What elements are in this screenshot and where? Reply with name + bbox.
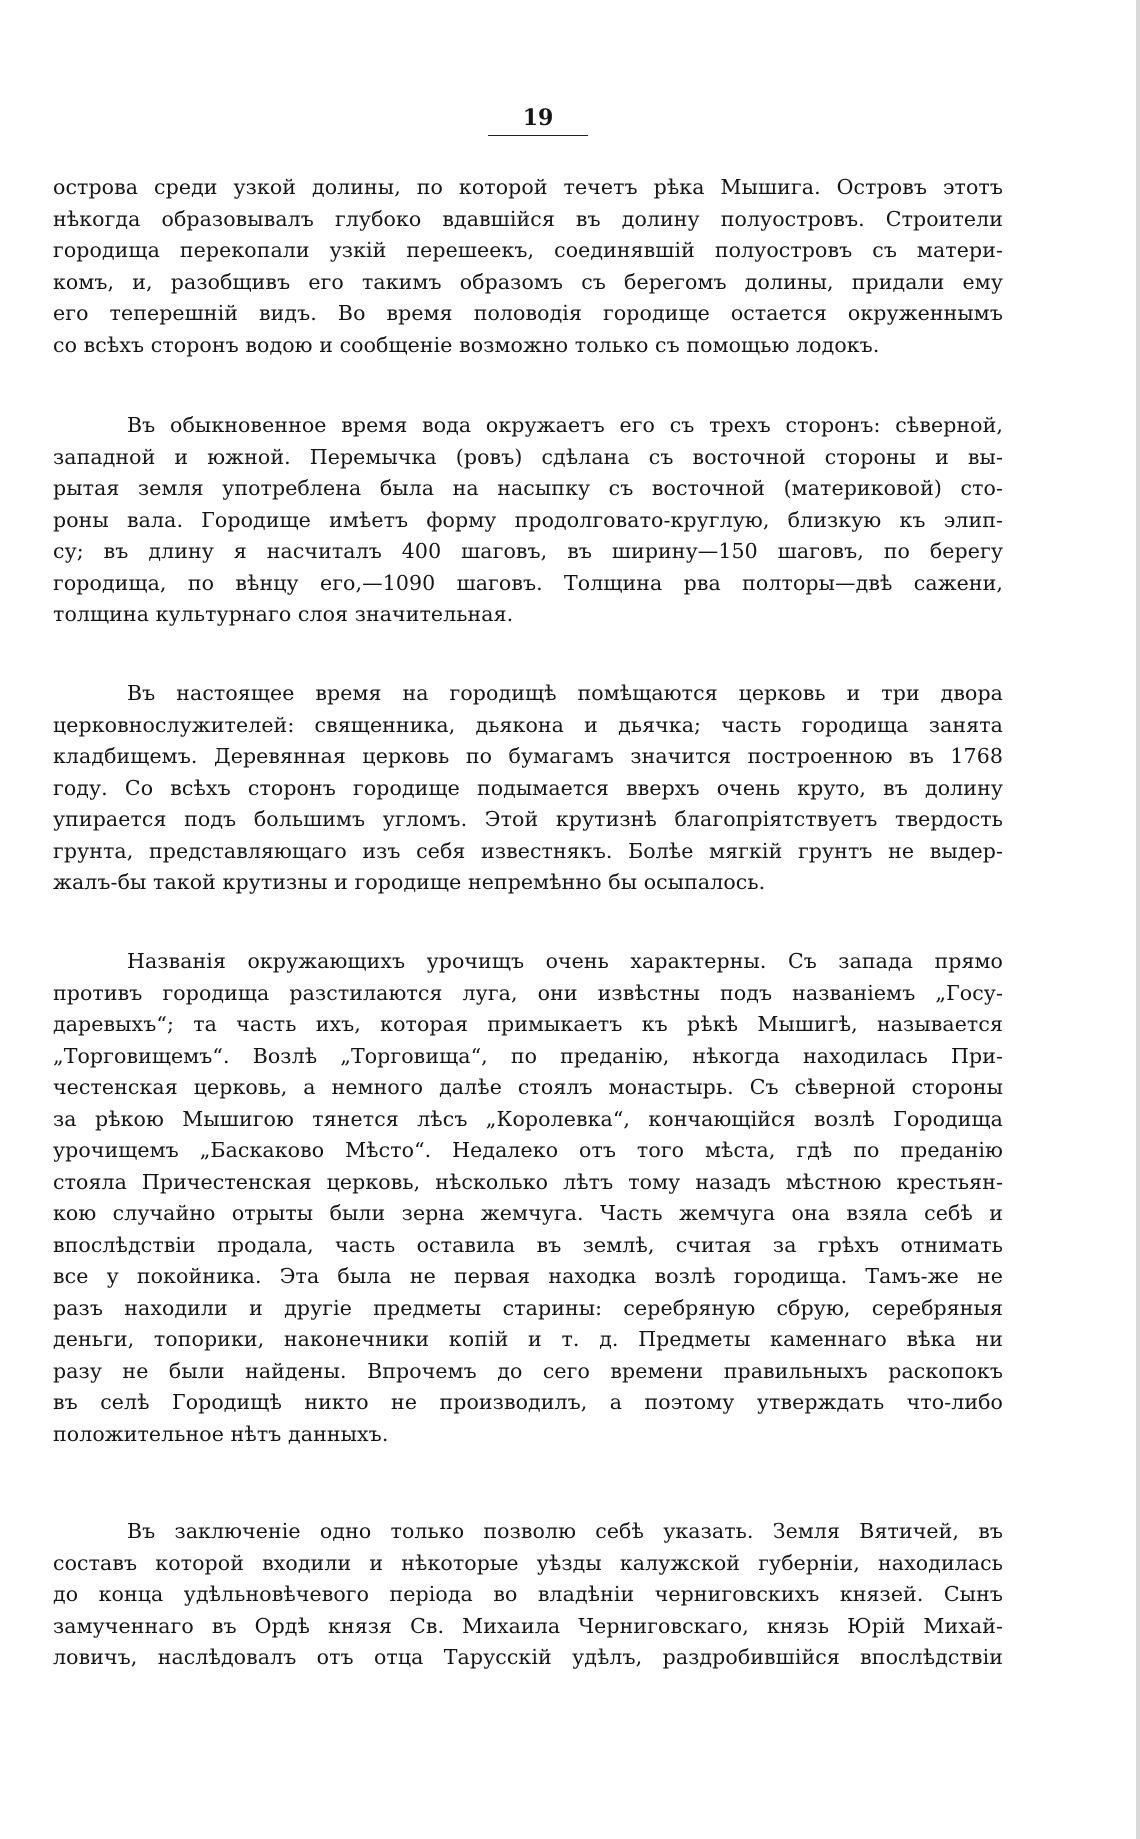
text-line: комъ, и, разобщивъ его такимъ образомъ съ берегомъ долины, придали ему [53, 269, 1003, 294]
text-line: урочищемъ „Баскаково Мѣсто“. Недалеко отъ того мѣста, гдѣ по преданiю [53, 1138, 1003, 1162]
text-line: жалъ-бы такой крутизны и городище непремѣнно бы осыпалось. [53, 870, 766, 894]
text-line: его теперешнiй видъ. Во время половодiя городище остается окруженнымъ [53, 301, 1003, 325]
text-line: грунта, представляющаго изъ себя известнякъ. Болѣе мягкiй грунтъ не выдер- [53, 838, 1003, 863]
text-line: нѣкогда образовывалъ глубоко вдавшiйся въ долину полуостровъ. Строители [53, 206, 1003, 231]
text-line: Названiя окружающихъ урочищъ очень характерны. Съ запада прямо [127, 949, 1003, 973]
text-line: составъ которой входили и нѣкоторые уѣзды калужской губернiи, находилась [53, 1550, 1003, 1575]
text-line: впослѣдствiи продала, часть оставила въ землѣ, считая за грѣхъ отнимать [53, 1232, 1003, 1257]
paragraph-3 [53, 678, 1003, 899]
text-line: противъ городища разстилаются луга, они извѣстны подъ названiемъ „Госу- [53, 980, 1003, 1005]
text-line: разу не были найдены. Впрочемъ до сего времени правильныхъ раскопокъ [53, 1358, 1003, 1383]
text-line: разъ находили и другiе предметы старины: серебряную сбрую, серебряныя [53, 1295, 1003, 1320]
text-line: западной и южной. Перемычка (ровъ) сдѣлана съ восточной стороны и вы- [53, 444, 1003, 469]
text-line: все у покойника. Эта была не первая находка возлѣ городища. Тамъ-же не [53, 1264, 1003, 1288]
text-line: кладбищемъ. Деревянная церковь по бумагамъ значится построенною въ 1768 [53, 744, 1003, 768]
text-line: толщина культурнаго слоя значительная. [53, 602, 514, 626]
paragraph-4 [53, 946, 1003, 1450]
text-line: острова среди узкой долины, по которой течетъ рѣка Мышига. Островъ этотъ [53, 175, 1003, 199]
text-line: со всѣхъ сторонъ водою и сообщенiе возможно только съ помощью лодокъ. [53, 332, 880, 357]
text-line: замученнаго въ Ордѣ князя Св. Михаила Черниговскаго, князь Юрiй Михай- [53, 1613, 1003, 1638]
text-line: въ селѣ Городищѣ никто не производилъ, а поэтому утверждать что-либо [53, 1390, 1003, 1414]
page-number-rule [488, 135, 588, 136]
text-line: даревыхъ“; та часть ихъ, которая примыкаетъ къ рѣкѣ Мышигѣ, называется [53, 1012, 1003, 1036]
text-line: городища перекопали узкiй перешеекъ, соединявшiй полуостровъ съ матери- [53, 238, 1003, 262]
text-line: упирается подъ большимъ угломъ. Этой крутизнѣ благопрiятствуетъ твердость [53, 807, 1003, 831]
text-line: церковнослужителей: священника, дьякона и дьячка; часть городища занята [53, 712, 1003, 737]
paragraph-2 [53, 410, 1003, 631]
text-line: кою случайно отрыты были зерна жемчуга. Часть жемчуга она взяла себѣ и [53, 1201, 1003, 1225]
text-line: положительное нѣтъ данныхъ. [53, 1421, 389, 1446]
text-line: „Торговищемъ“. Возлѣ „Торговища“, по преданiю, нѣкогда находилась При- [53, 1043, 1003, 1068]
text-line: роны вала. Городище имѣетъ форму продолговато-круглую, близкую къ элип- [53, 507, 1003, 532]
paragraph-1 [53, 172, 1003, 361]
text-line: су; въ длину я насчиталъ 400 шаговъ, въ ширину—150 шаговъ, по берегу [53, 539, 1003, 563]
text-line: году. Со всѣхъ сторонъ городище подымается вверхъ очень круто, въ долину [53, 775, 1003, 800]
text-line: Въ обыкновенное время вода окружаетъ его съ трехъ сторонъ: сѣверной, [127, 413, 1003, 437]
text-line: стояла Причестенская церковь, нѣсколько лѣтъ тому назадъ мѣстною крестьян- [53, 1169, 1003, 1194]
page-number: 19 [522, 105, 554, 131]
scan-edge [1136, 0, 1140, 1839]
text-line: городища, по вѣнцу его,—1090 шаговъ. Толщина рва полторы—двѣ сажени, [53, 570, 1003, 595]
text-line: до конца удѣльновѣчевого перiода во владѣнiи черниговскихъ князей. Сынъ [53, 1582, 1003, 1606]
text-line: рытая земля употреблена была на насыпку съ восточной (материковой) сто- [53, 476, 1003, 500]
paragraph-5 [53, 1516, 1003, 1674]
text-line: Въ заключенiе одно только позволю себѣ указать. Земля Вятичей, въ [127, 1519, 1003, 1543]
text-line: деньги, топорики, наконечники копiй и т. д. Предметы каменнаго вѣка ни [53, 1327, 1003, 1351]
text-line: Въ настоящее время на городищѣ помѣщаются церковь и три двора [127, 681, 1003, 705]
text-line: честенская церковь, а немного далѣе стоялъ монастырь. Съ сѣверной стороны [53, 1075, 1003, 1099]
text-line: за рѣкою Мышигою тянется лѣсъ „Королевка“, кончающiйся возлѣ Городища [53, 1106, 1003, 1131]
text-line: ловичъ, наслѣдовалъ отъ отца Тарусскiй удѣлъ, раздробившiйся впослѣдствiи [53, 1645, 1003, 1669]
